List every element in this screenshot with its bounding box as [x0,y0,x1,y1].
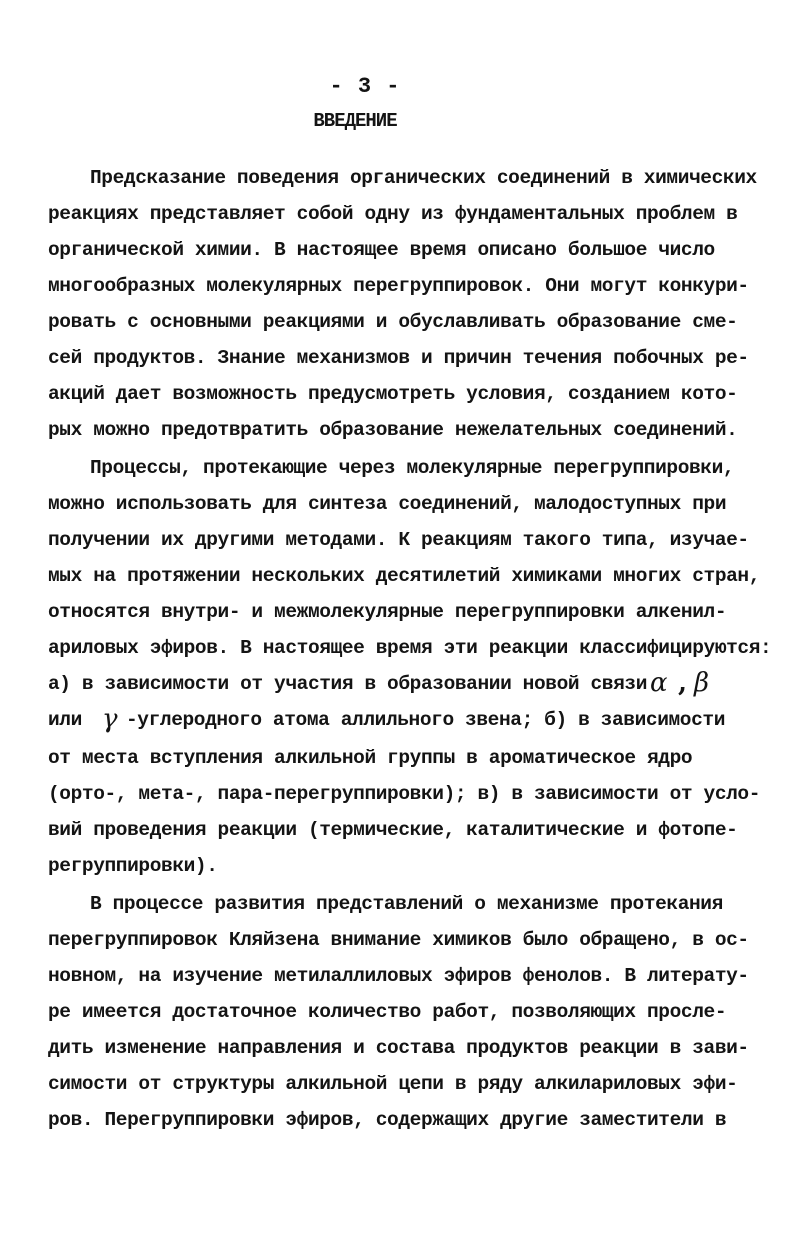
text-line: мых на протяжении нескольких десятилетий химиками многих стран, [48,565,761,587]
text-line: перегруппировок Кляйзена внимание химиков было обращено, в ос- [48,929,749,951]
text-line: можно использовать для синтеза соединений, малодоступных при [48,493,727,515]
text-line: -углеродного атома аллильного звена; б) в зависимости [126,709,726,731]
text-line: симости от структуры алкильной цепи в ряду алкилариловых эфи- [48,1073,738,1095]
text-line: получении их другими методами. К реакциям такого типа, изучае- [48,529,749,551]
text-line: сей продуктов. Знание механизмов и причин течения побочных ре- [48,347,749,369]
text-line: органической химии. В настоящее время описано большое число [48,239,715,261]
text-line: рых можно предотвратить образование нежелательных соединений. [48,419,738,441]
text-line: ре имеется достаточное количество работ, позволяющих просле- [48,1001,727,1023]
page-number: - 3 - [329,74,401,99]
text-line: реакциях представляет собой одну из фундаментальных проблем в [48,203,738,225]
comma-symbol: , [678,668,688,698]
text-line: многообразных молекулярных перегруппировок. Они могут конкури- [48,275,749,297]
text-line: ров. Перегруппировки эфиров, содержащих другие заместители в [48,1109,727,1131]
alpha-symbol: α [650,668,668,698]
text-line: (орто-, мета-, пара-перегруппировки); в) в зависимости от усло- [48,783,761,805]
text-line: вий проведения реакции (термические, каталитические и фотопе- [48,819,738,841]
text-line: акций дает возможность предусмотреть условия, созданием кото- [48,383,738,405]
text-line: новном, на изучение метилаллиловых эфиров фенолов. В литерату- [48,965,749,987]
text-line: или [48,709,82,731]
section-heading: ВВЕДЕНИЕ [313,110,397,132]
text-line: Предсказание поведения органических соединений в химических [90,167,757,189]
text-line: ровать с основными реакциями и обуславливать образование сме- [48,311,738,333]
text-line: дить изменение направления и состава продуктов реакции в зави- [48,1037,749,1059]
text-line: а) в зависимости от участия в образовании новой связи [48,673,648,695]
gamma-symbol: γ [102,704,118,734]
text-line: ариловых эфиров. В настоящее время эти реакции классифицируются: [48,637,772,659]
text-line: регруппировки). [48,855,218,877]
text-line: от места вступления алкильной группы в ароматическое ядро [48,747,693,769]
text-line: Процессы, протекающие через молекулярные перегруппировки, [90,457,735,479]
beta-symbol: β [694,668,710,698]
text-line: относятся внутри- и межмолекулярные перегруппировки алкенил- [48,601,727,623]
text-line: В процессе развития представлений о механизме протекания [90,893,723,915]
